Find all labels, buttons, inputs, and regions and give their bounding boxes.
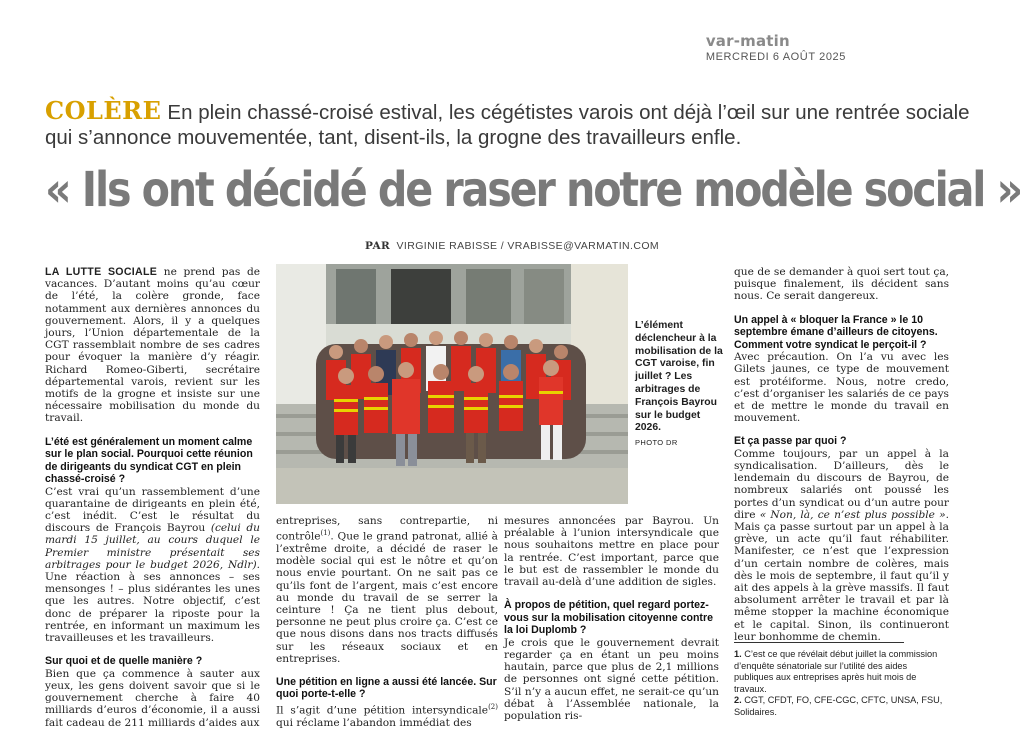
footnote-2: 2. CGT, CFDT, FO, CFE-CGC, CFTC, UNSA, FSU, Solidaires. — [734, 695, 943, 717]
article-column-4 — [734, 266, 949, 643]
byline-author: VIRGINIE RABISSE / VRABISSE@VARMATIN.COM — [396, 240, 660, 252]
headline: « Ils ont décidé de raser notre modèle social » — [45, 162, 1022, 218]
answer-2-continued: entreprises, sans contrepartie, ni contrôle$^{(1)}$. Que le grand patronat, allié à l’extrême droite, a décidé de raser le modèle social qui est le nôtre et qu’on nous envie pourtant. On ne sait pas ce qu’ils font de l’argent, mais c’est encore au monde du travail de se serrer la ceinture ! Ça ne tient plus debout, personne ne peut plus croire ça. C’est ce que nous disons dans nos tracts diffusés sur les réseaux sociaux et en entreprises. — [276, 515, 498, 665]
photo-caption — [635, 320, 725, 450]
answer-4-start: Je crois que le gouvernement devrait regarder ça en étant un peu moins hautain, parce que plus de 2,1 millions de personnes ont signé cette pétition. S’il n’y a aucun effet, ne serait-ce qu’un débat à l’Assemblée nationale, la population ris- — [504, 636, 719, 722]
newspaper-logo: var-matin — [705, 32, 790, 50]
caption-text: L’élément déclencheur à la mobilisation de la CGT varoise, fin juillet ? Les arbitrages de François Bayrou sur le budget 2026. — [635, 320, 723, 434]
footnotes-divider — [734, 642, 904, 643]
answer-2-start: Bien que ça commence à sauter aux yeux, les gens doivent savoir que si le gouvernement cherche à faire 40 milliards d’euros d’économie, il a aussi fait cadeau de 211 milliards d’aides aux — [45, 667, 260, 729]
crowd-illustration — [316, 331, 586, 466]
group-photo — [276, 264, 628, 504]
article-column-2 — [276, 515, 498, 729]
question-4: À propos de pétition, quel regard portez-vous sur la mobilisation citoyenne contre la loi Duplomb ? — [504, 599, 713, 637]
answer-1: C’est vrai qu’un rassemblement d’une quarantaine de dirigeants en plein été, c’est inédit. C’est le résultat du discours de François Bayrou (celui du mardi 15 juillet, au cours duquel le Premier ministre présentait ses arbitrages pour le budget 2026, Ndlr). Une réaction à ses annonces – ses mensonges ! – plus sidérantes les unes que les autres. Notre objectif, c’est donc de préparer la riposte pour la rentrée, en informant un maximum les travailleuses et les travailleurs. — [45, 485, 260, 645]
footnote-ref-2: (2) — [488, 702, 498, 711]
answer-5: Avec précaution. On l’a vu avec les Gilets jaunes, ce type de mouvement est protéiforme. Nous, notre credo, c’est d’organiser les salariés de ce pays et de mettre le monde du travail en mouvement. — [734, 351, 949, 425]
answer-4-continued: que de se demander à quoi sert tout ça, puisque finalement, ils décident sans nous. Ce serait dangereux. — [734, 266, 949, 303]
kicker-text: En plein chassé-croisé estival, les cégétistes varois ont déjà l’œil sur une rentrée sociale qui s’annonce mouvementée, tant, disent-ils, la grogne des travailleurs enfle. — [45, 101, 970, 149]
answer-3-continued: mesures annoncées par Bayrou. Un préalable à l’union intersyndicale que nous souhaitons mettre en place pour la rentrée. C’est important, parce que le but est de rassembler le monde du travail au-delà d’une addition de sigles. — [504, 515, 719, 589]
photo-credit: PHOTO DR — [635, 438, 678, 448]
footnotes — [734, 642, 949, 718]
answer-6: Comme toujours, par un appel à la syndicalisation. D’ailleurs, dès le lendemain du discours de Bayrou, de nombreux salariés ont poussé les portes d’un syndicat ou d’un autre pour dire « Non, là, ce n’est plus possible ». Mais ça passe surtout par un appel à la grève, un acte qu’il faut réhabiliter. Manifester, ce n’est que l’expression d’un certain nombre de colères, mais dès le mois de septembre, il faut qu’il y ait des appels à la grève massifs. Il faut absolument arrêter le travail et par là même stopper la machine économique et le capital. Sinon, ils continueront leur bonhomme de chemin. — [734, 447, 949, 643]
question-5: Un appel à « bloquer la France » le 10 septembre émane d’ailleurs de citoyens. Comment votre syndicat le perçoit-il ? — [734, 313, 938, 351]
answer-3-start: Il s’agit d’une pétition intersyndicale$^{(2)}$ qui réclame l’abandon immédiat des — [276, 702, 498, 729]
footnote-1: 1. C’est ce que révélait début juillet la commission d’enquête sénatoriale sur l’utilité des aides publiques aux entreprises après huit mois de travaux. — [734, 649, 938, 694]
masthead — [706, 32, 846, 63]
question-6: Et ça passe par quoi ? — [734, 435, 847, 448]
lead-paragraph: LA LUTTE SOCIALE ne prend pas de vacances. D’autant moins qu’au cœur de l’été, la colère gronde, face notamment aux dernières annonces du gouvernement. Alors, il y a quelques jours, l’Union départementale de la CGT rassemblait nombre de ses cadres pour évoquer la manière d’y réagir. Richard Romeo-Giberti, secrétaire départemental varois, revient sur les motifs de la grogne et insiste sur une nécessaire mobilisation du monde du travail. — [45, 266, 260, 425]
footnote-ref-1: (1) — [320, 529, 331, 538]
kicker — [45, 98, 975, 150]
article-column-3 — [504, 515, 719, 722]
question-3: Une pétition en ligne a aussi été lancée. Sur quoi porte-t-elle ? — [276, 675, 497, 701]
lead-words: LA LUTTE SOCIALE — [45, 266, 158, 278]
byline — [0, 240, 1024, 252]
publication-date: MERCREDI 6 AOÛT 2025 — [705, 51, 846, 63]
question-1: L’été est généralement un moment calme sur le plan social. Pourquoi cette réunion de dirigeants du syndicat CGT en plein chassé-croisé ? — [45, 435, 253, 486]
article-column-1 — [45, 266, 260, 729]
group-photo-illustration — [276, 264, 628, 504]
question-2: Sur quoi et de quelle manière ? — [45, 655, 203, 668]
byline-prefix: PAR — [364, 240, 391, 252]
kicker-keyword: COLÈRE — [45, 96, 162, 125]
